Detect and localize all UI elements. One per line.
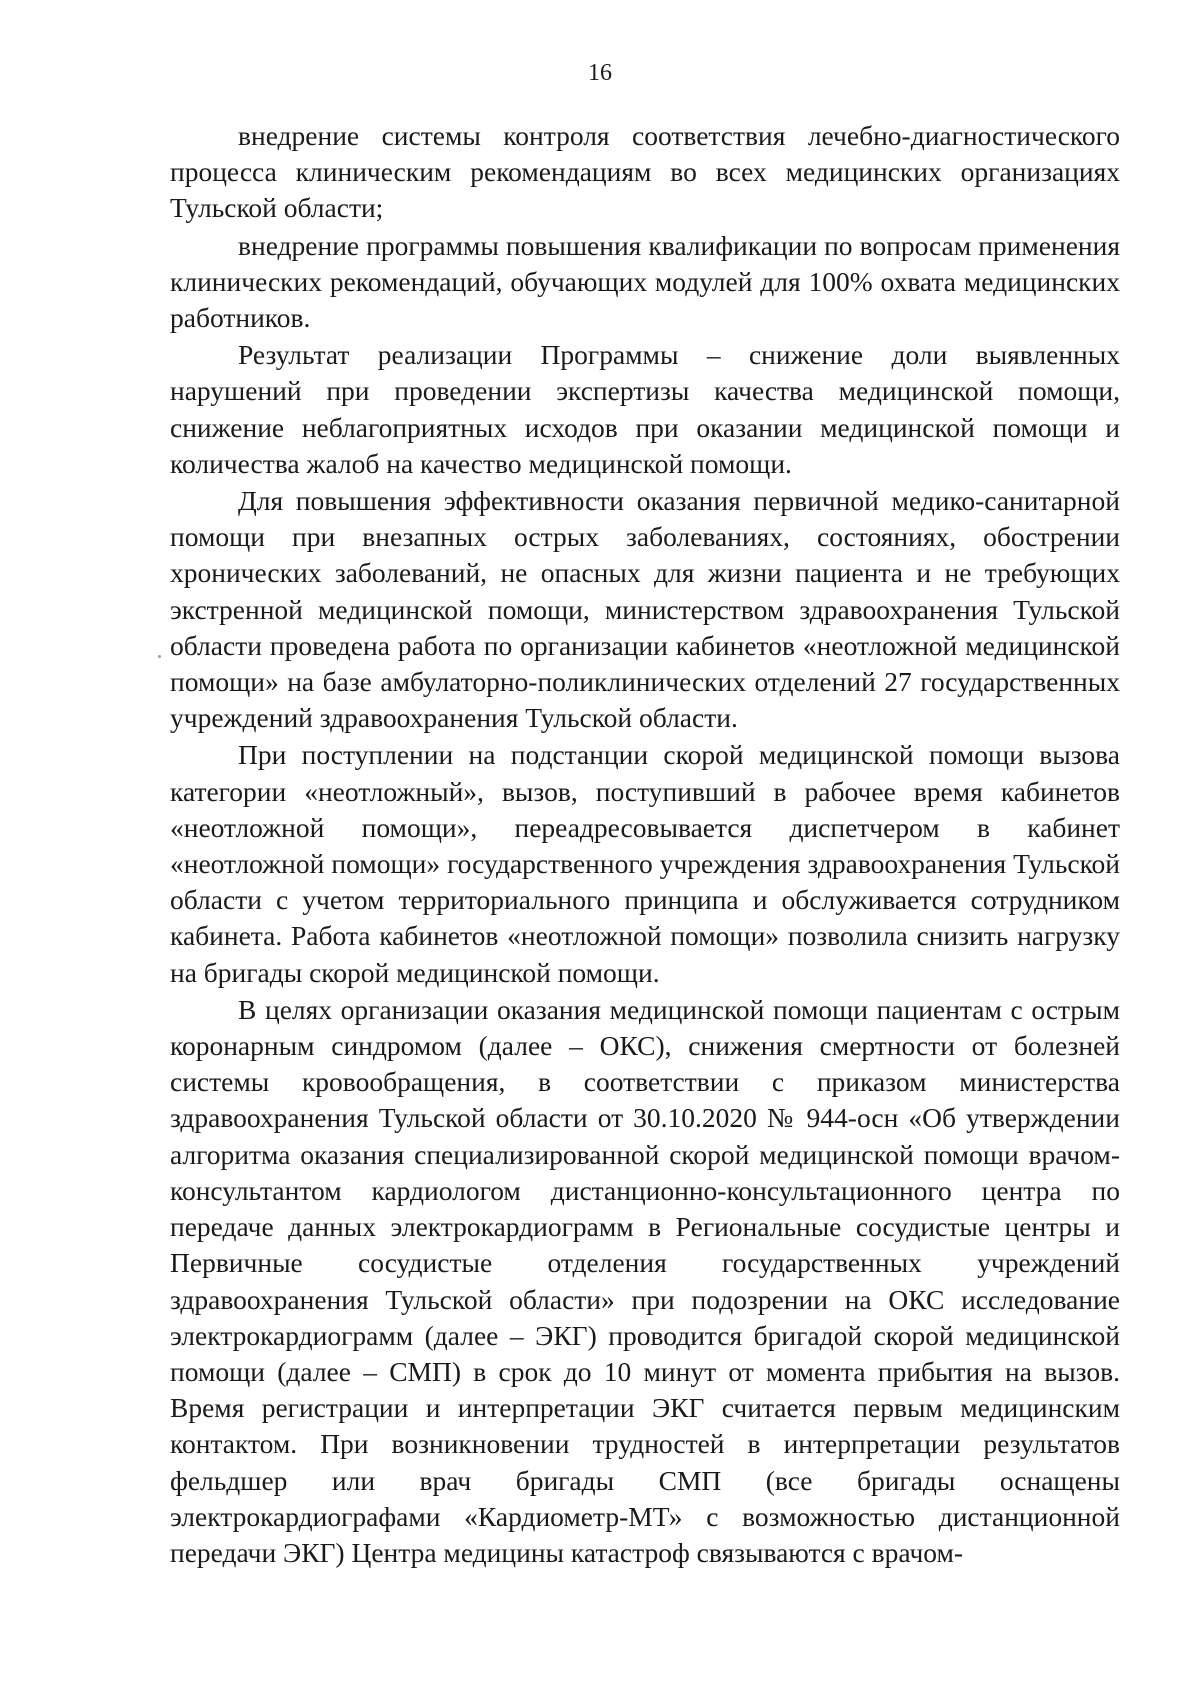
- paragraph-emergency-rooms: Для повышения эффективности оказания первичной медико-санитарной помощи при внезапных острых заболеваниях, состояниях, обострении хронических заболеваний, не опасных для жизни пациента и не требующих экстренной медицинской помощи, министерством здравоохранения Тульской области проведена работа по организации кабинетов «неотложной медицинской помощи» на базе амбулаторно-поликлинических отделений 27 государственных учреждений здравоохранения Тульской области.: [170, 485, 1120, 734]
- paragraph-clinical-control: внедрение системы контроля соответствия лечебно-диагностического процесса клиническим рекомендациям во всех медицинских организациях Тульской области;: [170, 120, 1120, 224]
- body-text: [170, 118, 1120, 1571]
- page-number: 16: [588, 60, 612, 86]
- paragraph-call-redirection: При поступлении на подстанции скорой медицинской помощи вызова категории «неотложный», вызов, поступивший в рабочее время кабинетов «неотложной помощи», переадресовывается диспетчером в кабинет «неотложной помощи» государственного учреждения здравоохранения Тульской области с учетом территориального принципа и обслуживается сотрудником кабинета. Работа кабинетов «неотложной помощи» позволила снизить нагрузку на бригады скорой медицинской помощи.: [170, 739, 1120, 988]
- paragraph-training-program: внедрение программы повышения квалификации по вопросам применения клинических рекомендаций, обучающих модулей для 100% охвата медицинских работников.: [170, 229, 1120, 334]
- paragraph-acs-ecg: В целях организации оказания медицинской помощи пациентам с острым коронарным синдромом (далее – ОКС), снижения смертности от болезней системы кровообращения, в соответствии с приказом министерства здравоохранения Тульской области от 30.10.2020 № 944-осн «Об утверждении алгоритма оказания специализированной скорой медицинской помощи врачом-консультантом кардиологом дистанционно-консультационного центра по передаче данных электрокардиограмм в Региональные сосудистые центры и Первичные сосудистые отделения государственных учреждений здравоохранения Тульской области» при подозрении на ОКС исследование электрокардиограмм (далее – ЭКГ) проводится бригадой скорой медицинской помощи (далее – СМП) в срок до 10 минут от момента прибытия на вызов. Время регистрации и интерпретации ЭКГ считается первым медицинским контактом. При возникновении трудностей в интерпретации результатов фельдшер или врач бригады СМП (все бригады оснащены электрокардиографами «Кардиометр-МТ» с возможностью дистанционной передачи ЭКГ) Центра медицины катастроф связываются с врачом-: [170, 993, 1120, 1568]
- scan-speck: [158, 655, 161, 658]
- paragraph-program-result: Результат реализации Программы – снижение доли выявленных нарушений при проведении экспертизы качества медицинской помощи, снижение неблагоприятных исходов при оказании медицинской помощи и количества жалоб на качество медицинской помощи.: [170, 339, 1120, 479]
